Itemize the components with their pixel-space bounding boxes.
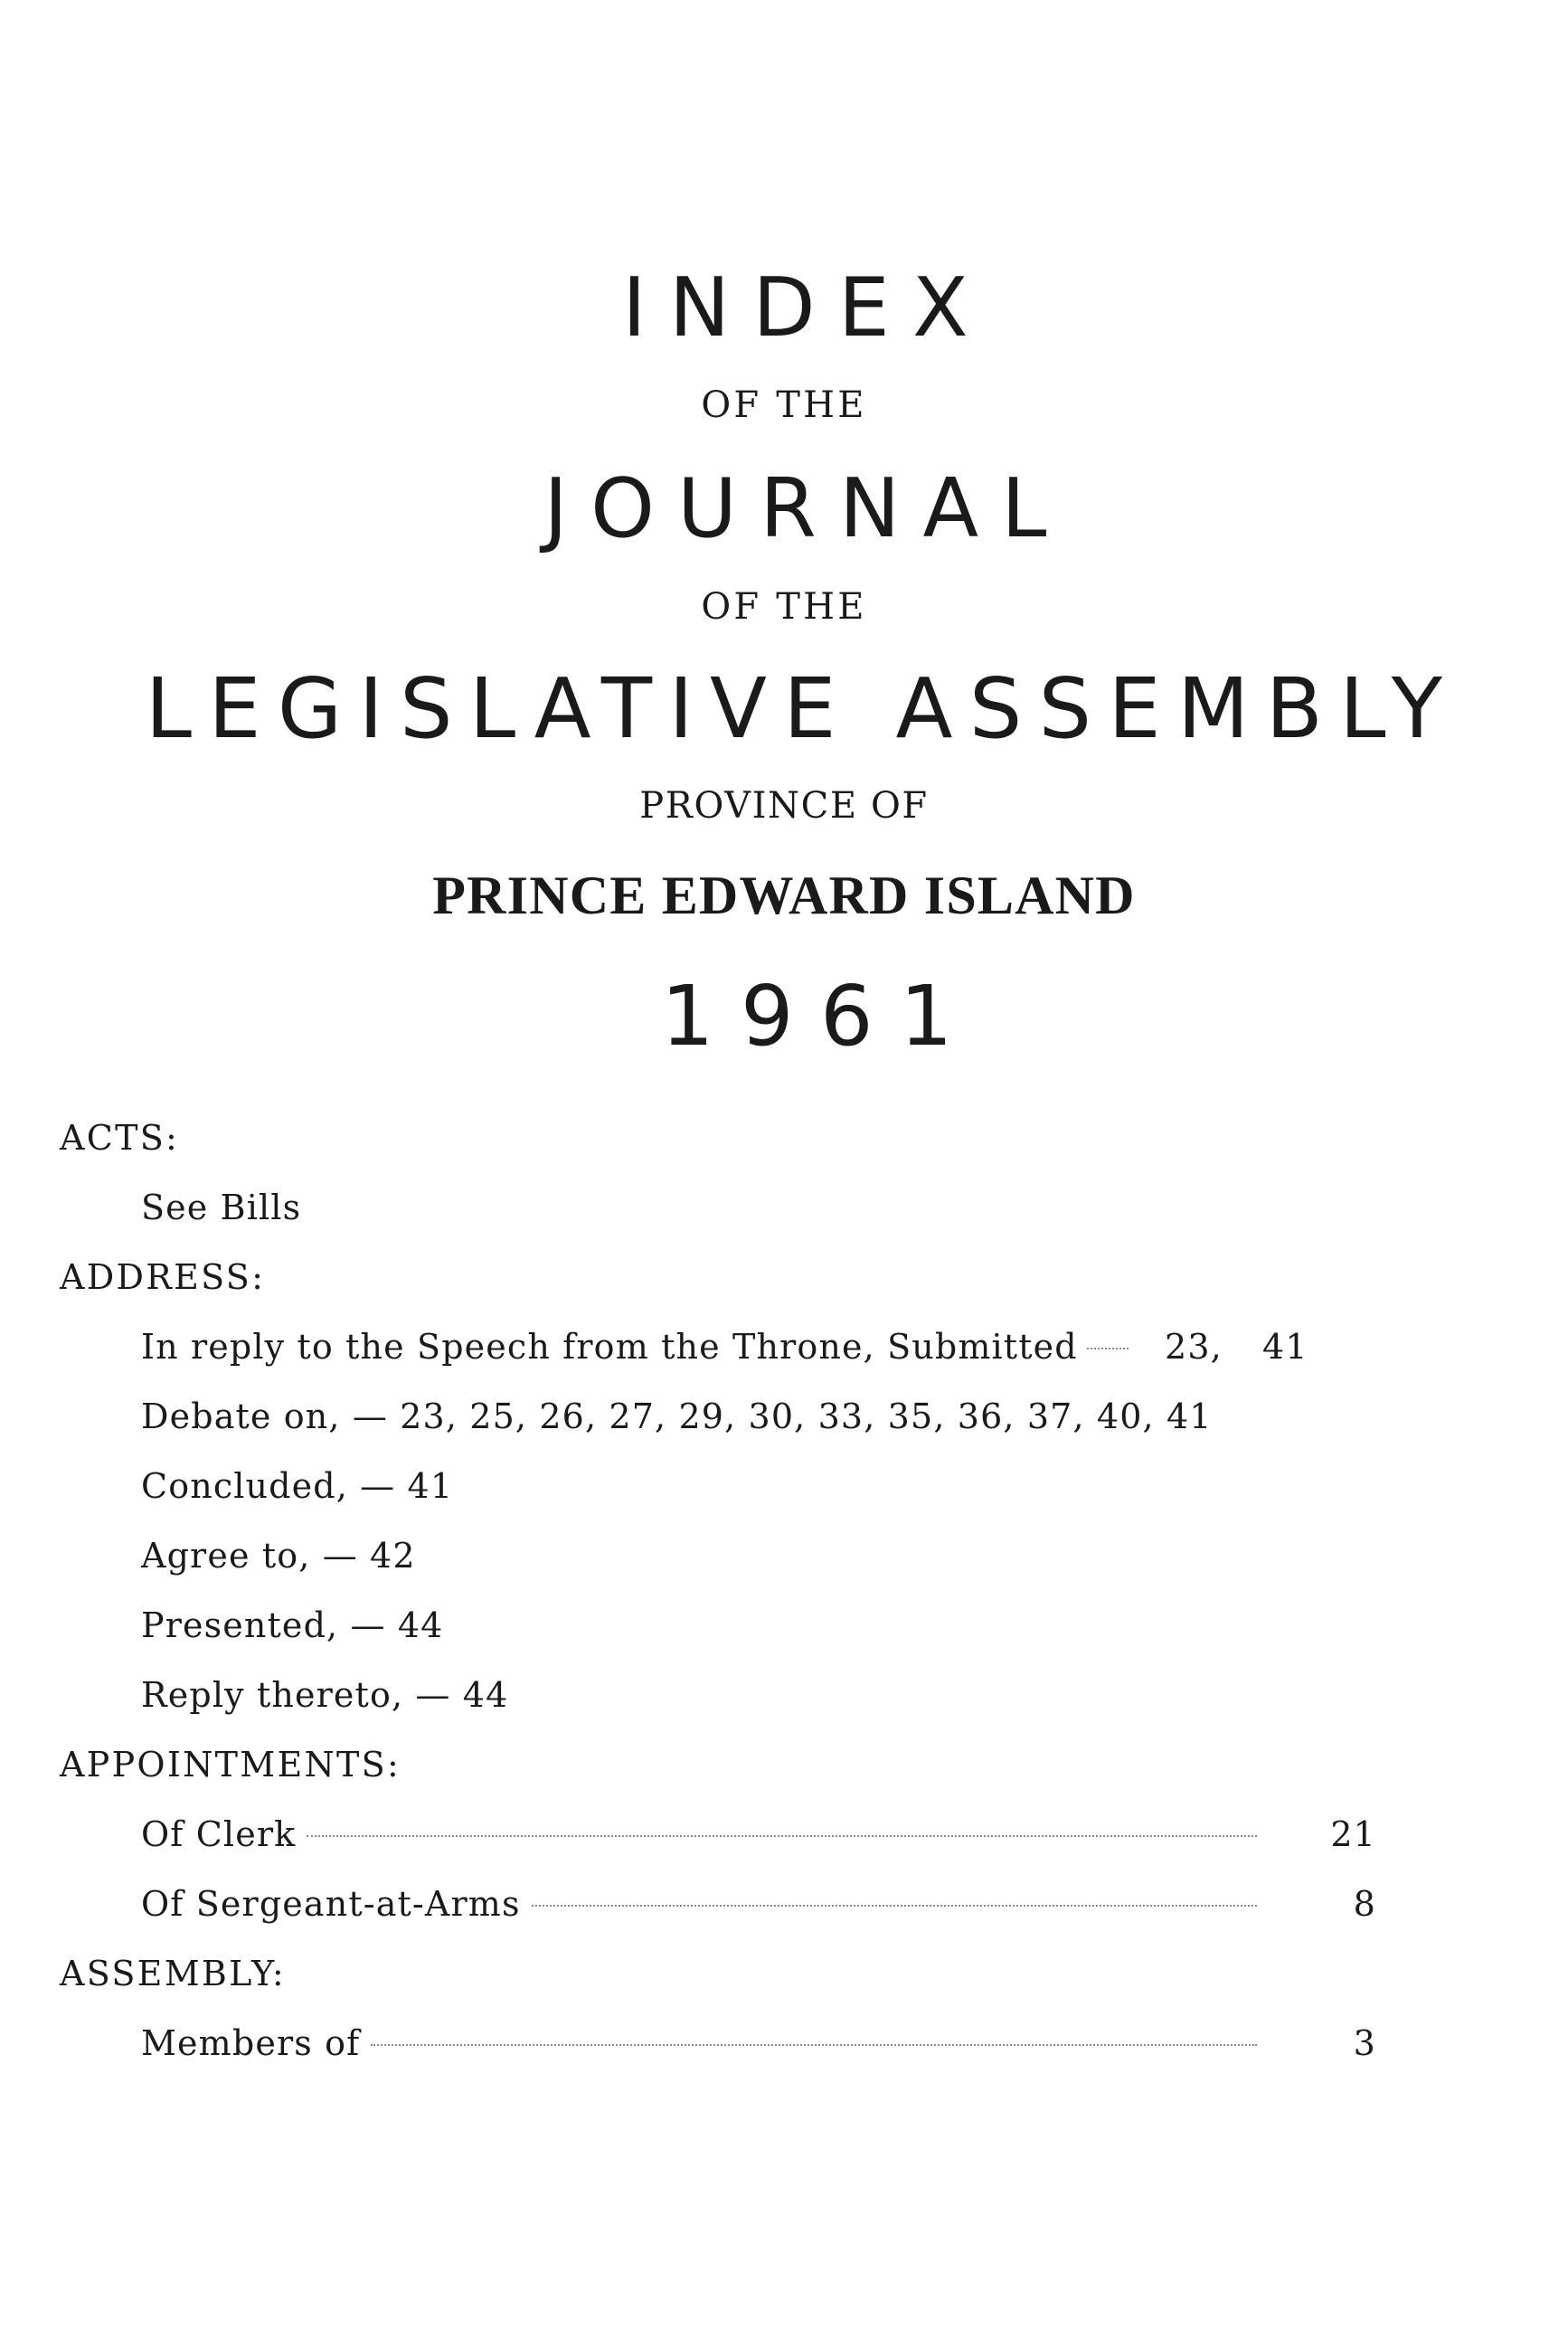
index-entry bbox=[60, 1661, 1326, 1730]
entry-label: Of Sergeant-at-Arms bbox=[141, 1884, 521, 1924]
index-title: INDEX bbox=[622, 260, 991, 355]
index-entry bbox=[60, 1312, 1326, 1382]
index-entry bbox=[60, 1382, 1326, 1452]
entry-label: Agree to, — 42 bbox=[141, 1536, 416, 1576]
entry-label: In reply to the Speech from the Throne, Submitted bbox=[141, 1327, 1078, 1367]
dot-leader bbox=[371, 2044, 1257, 2046]
index-entry bbox=[60, 1870, 1376, 1939]
journal-title: JOURNAL bbox=[543, 461, 1070, 556]
entry-page: 41 bbox=[1262, 1327, 1308, 1367]
entry-page: 21 bbox=[1330, 1814, 1376, 1854]
entry-page: 23, bbox=[1165, 1327, 1223, 1367]
island-title: PRINCE EDWARD ISLAND bbox=[432, 866, 1136, 925]
section-acts bbox=[60, 1103, 1326, 1243]
entry-label: See Bills bbox=[141, 1188, 302, 1227]
index-list bbox=[60, 1103, 1376, 2078]
entry-label: Debate on, — 23, 25, 26, 27, 29, 30, 33, 35, 36, 37, 40, 41 bbox=[141, 1396, 1213, 1436]
index-entry bbox=[60, 1591, 1326, 1661]
section-heading: ASSEMBLY: bbox=[60, 1954, 286, 1993]
entry-label: Of Clerk bbox=[141, 1814, 297, 1854]
entry-page: 3 bbox=[1353, 2023, 1376, 2063]
section-heading: APPOINTMENTS: bbox=[60, 1745, 401, 1785]
entry-label: Presented, — 44 bbox=[141, 1605, 444, 1645]
province-of-line: PROVINCE OF bbox=[639, 785, 929, 827]
section-heading: ACTS: bbox=[60, 1118, 180, 1158]
index-entry bbox=[60, 2009, 1376, 2078]
entry-label: Members of bbox=[141, 2023, 361, 2063]
index-entry bbox=[60, 1521, 1326, 1591]
entry-page: 8 bbox=[1353, 1884, 1376, 1924]
index-entry bbox=[60, 1173, 1326, 1243]
of-the-line-2: OF THE bbox=[701, 586, 867, 628]
legislative-assembly-title: LEGISLATIVE ASSEMBLY bbox=[145, 660, 1459, 757]
dot-leader bbox=[307, 1835, 1257, 1837]
index-entry bbox=[60, 1800, 1376, 1870]
entry-label: Reply thereto, — 44 bbox=[141, 1675, 509, 1715]
section-heading: ADDRESS: bbox=[60, 1257, 266, 1297]
entry-label: Concluded, — 41 bbox=[141, 1466, 454, 1506]
section-appointments bbox=[60, 1730, 1376, 1939]
section-address bbox=[60, 1243, 1326, 1730]
dot-leader bbox=[532, 1905, 1257, 1907]
dot-leader bbox=[1087, 1348, 1129, 1349]
of-the-line-1: OF THE bbox=[701, 384, 867, 426]
section-assembly bbox=[60, 1939, 1376, 2078]
year-title: 1961 bbox=[661, 968, 979, 1065]
index-entry bbox=[60, 1452, 1326, 1521]
